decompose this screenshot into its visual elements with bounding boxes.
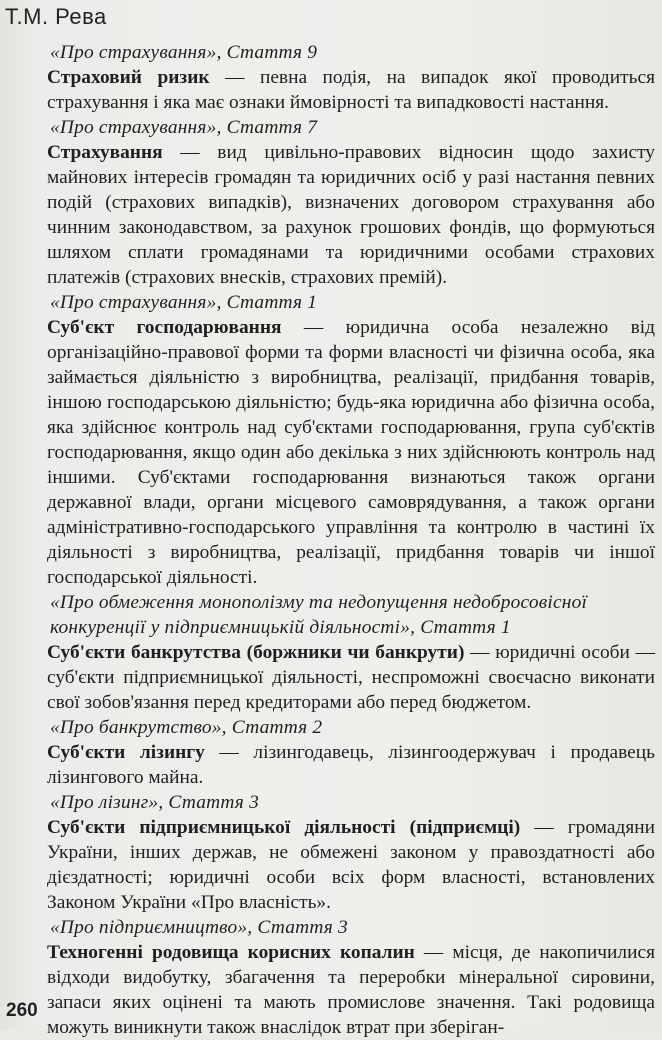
term: Суб'єкти банкрутства (боржники чи банкрути): [47, 642, 465, 663]
definition-text: — юридичні особи — суб'єкти підприємницької діяльності, неспроможні своєчасно виконати свої зобов'язання перед кредиторами або перед бюджетом.: [47, 642, 655, 713]
definition: [47, 640, 655, 715]
page-body: [47, 40, 655, 1040]
definition: [47, 140, 655, 290]
term: Страхування: [47, 142, 163, 163]
term: Страховий ризик: [47, 67, 210, 88]
definition: [47, 315, 655, 590]
source-citation: «Про лізинг», Стаття 3: [50, 792, 259, 813]
source-citation: «Про страхування», Стаття 1: [50, 292, 318, 313]
source-citation: «Про обмеження монополізму та недопущення недобросовісної конкуренції у підприємницькій діяльності», Стаття 1: [50, 592, 588, 638]
page-number: 260: [6, 1000, 38, 1021]
source-citation: «Про підприємництво», Стаття 3: [50, 917, 348, 938]
source-citation: «Про страхування», Стаття 7: [50, 117, 318, 138]
definition-text: — громадяни України, інших держав, не обмежені законом у правоздатності або дієздатності; юридичні особи всіх форм власності, встановлених Законом України «Про власність».: [47, 817, 655, 913]
definition-text: — лізингодавець, лізингоодержувач і продавець лізингового майна.: [47, 742, 655, 788]
definition-text: — юридична особа незалежно від організаційно-правової форми та форми власності чи фізична особа, яка займається діяльністю з виробництва, реалізації, придбання товарів, іншою господарською діяльністю; будь-яка юридична або фізична особа, яка здійснює контроль над суб'єктами господарювання, група суб'єктів господарювання, якщо один або декілька з них здійснюють контроль над іншими. Суб'єктами господарювання визнаються також органи державної влади, органи місцевого самоврядування, а також органи адміністративно-господарського управління та контролю в частині їх діяльності з виробництва, реалізації, придбання товарів чи іншої господарської діяльності.: [47, 317, 655, 588]
source-citation: «Про банкрутство», Стаття 2: [50, 717, 323, 738]
term: Суб'єкти підприємницької діяльності (підприємці): [47, 817, 521, 838]
running-header: Т.М. Рева: [5, 4, 107, 29]
source-citation: «Про страхування», Стаття 9: [50, 42, 318, 63]
definition: [47, 815, 655, 915]
definition-text: — певна подія, на випадок якої проводиться страхування і яка має ознаки ймовірності та випадковості настання.: [47, 67, 655, 113]
definition: [47, 65, 655, 115]
term: Суб'єкти лізингу: [47, 742, 205, 763]
definition: [47, 940, 655, 1040]
definition-text: — вид цивільно-правових відносин щодо захисту майнових інтересів громадян та юридичних осіб у разі настання певних подій (страхових випадків), визначених договором страхування або чинним законодавством, за рахунок грошових фондів, що формуються шляхом сплати громадянами та юридичними особами страхових платежів (страхових внесків, страхових премій).: [47, 142, 655, 288]
definition-text: — місця, де накопичилися відходи видобутку, збагачення та переробки мінеральної сировини, запаси яких оцінені та мають промислове значення. Такі родовища можуть виникнути також внаслідок втрат при зберіган-: [47, 942, 655, 1038]
term: Суб'єкт господарювання: [47, 317, 282, 338]
definition: [47, 740, 655, 790]
term: Техногенні родовища корисних копалин: [47, 942, 415, 963]
